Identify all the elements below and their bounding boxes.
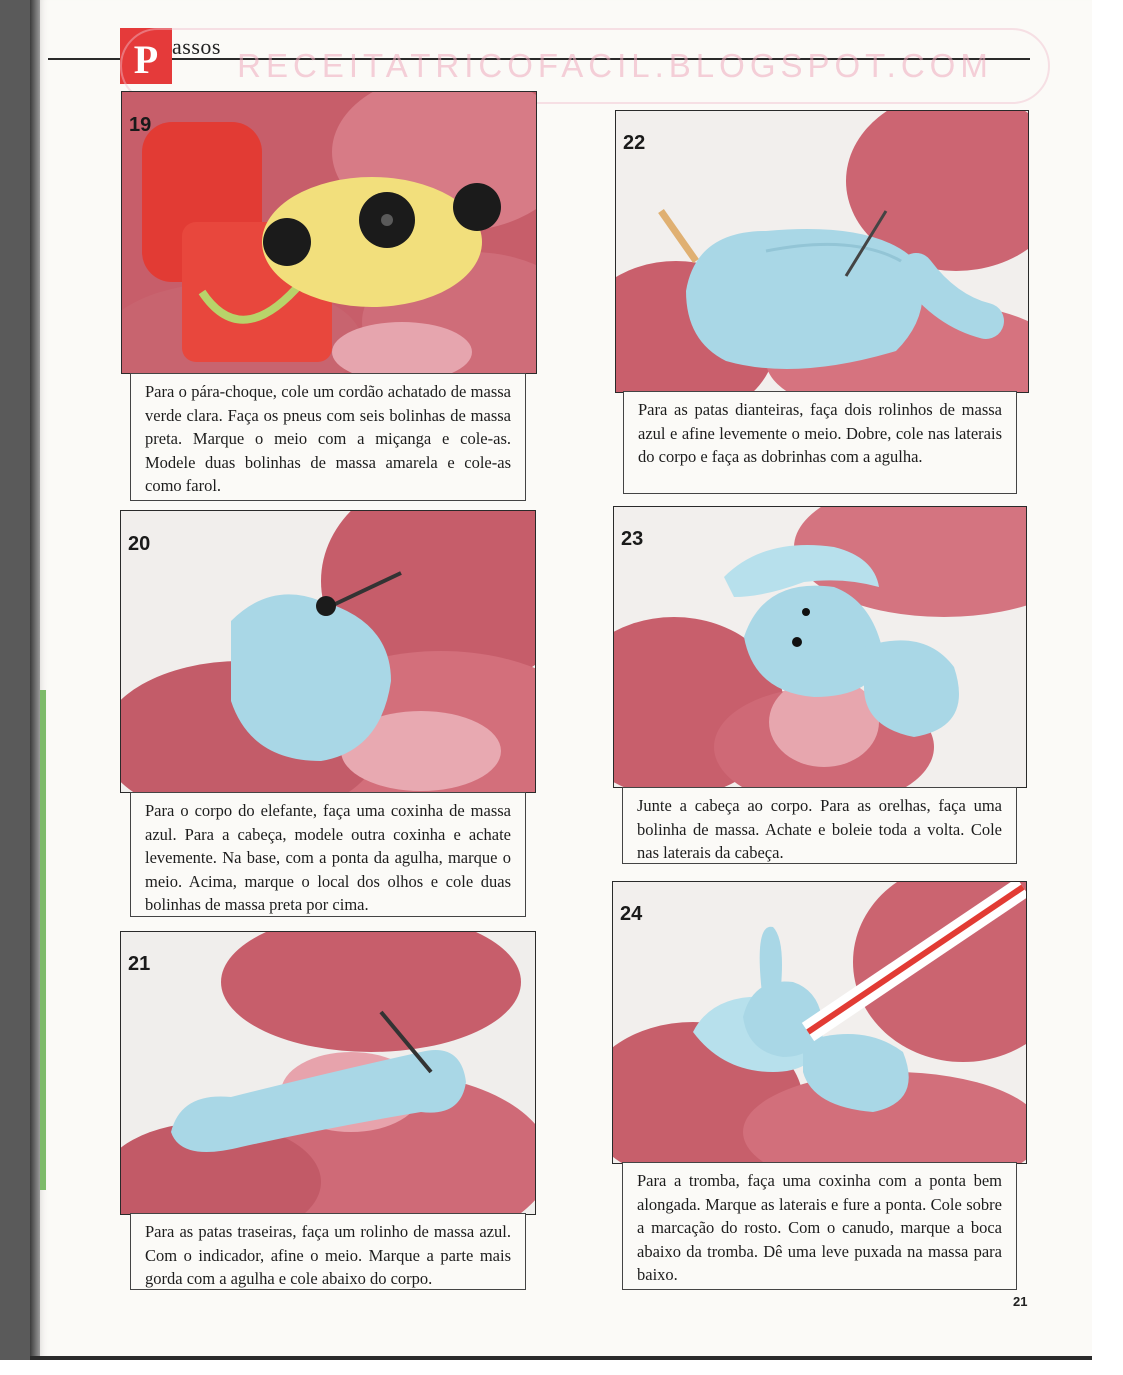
step-19-photo [121,91,537,374]
section-title: assos [172,34,221,59]
step-19-caption: Para o pára-choque, cole um cordão achatado de massa verde clara. Faça os pneus com seis bolinhas de massa preta. Marque o meio com a miçanga e cole-as. Modele duas bolinhas de massa amarela e cole-as como farol. [130,373,526,501]
step-23-photo [613,506,1027,788]
step-24-number: 24 [620,903,643,925]
step-21-photo [120,931,536,1215]
step-22-photo [615,110,1029,393]
section-logo-letter: P [133,37,159,82]
step-20-photo [120,510,536,793]
page-number: 21 [1013,1294,1028,1309]
binding-shadow [30,0,40,1358]
adjacent-page-edge [40,690,46,1190]
step-20-number: 20 [128,533,151,555]
step-22-number: 22 [623,132,646,154]
step-21-caption: Para as patas traseiras, faça um rolinho de massa azul. Com o indicador, afine o meio. Marque a parte mais gorda com a agulha e cole abaixo do corpo. [130,1213,526,1290]
step-24-caption: Para a tromba, faça uma coxinha com a ponta bem alongada. Marque as laterais e fure a ponta. Cole sobre a marcação do rosto. Com o canudo, marque a boca abaixo da tromba. Dê uma leve puxada na massa para baixo. [622,1162,1017,1290]
right-margin [1092,0,1123,1375]
step-24-photo [612,881,1027,1164]
step-20-caption: Para o corpo do elefante, faça uma coxinha de massa azul. Para a cabeça, modele outra coxinha e achate levemente. Na base, com a ponta da agulha, marque o meio. Acima, marque o local dos olhos e cole duas bolinhas de massa preta por cima. [130,792,526,917]
step-23-number: 23 [621,528,644,550]
watermark: RECEITATRICOFACIL.BLOGSPOT.COM [120,28,1050,104]
step-19-number: 19 [129,114,152,136]
step-22-caption: Para as patas dianteiras, faça dois rolinhos de massa azul e afine levemente o meio. Dobre, cole nas laterais do corpo e faça as dobrinhas com a agulha. [623,391,1017,494]
bottom-margin [0,1360,1123,1375]
step-21-number: 21 [128,953,151,975]
step-23-caption: Junte a cabeça ao corpo. Para as orelhas, faça uma bolinha de massa. Achate e boleie toda a volta. Cole nas laterais da cabeça. [622,787,1017,864]
